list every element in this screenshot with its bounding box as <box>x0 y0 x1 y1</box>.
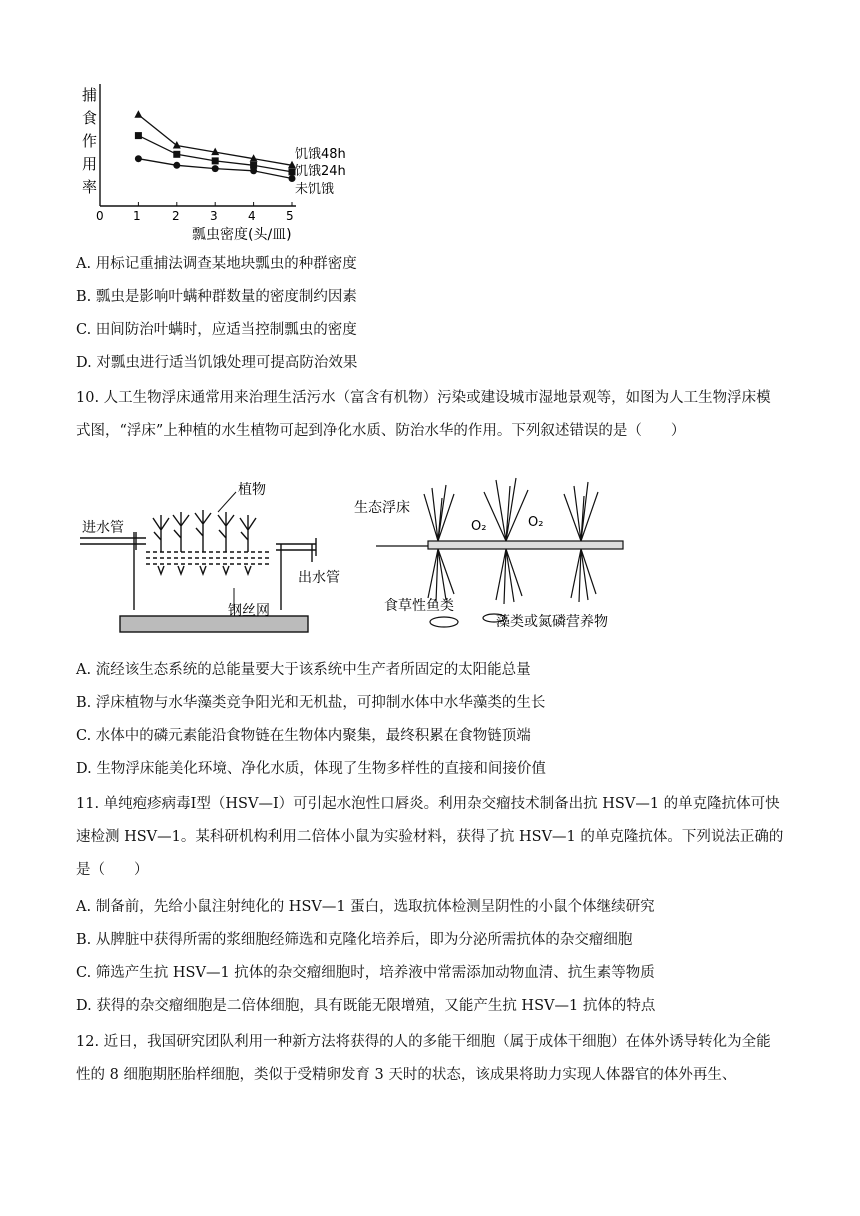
q10-option-c: C. 水体中的磷元素能沿食物链在生物体内聚集，最终积累在食物链顶端 <box>76 728 531 744</box>
q11-option-d: D. 获得的杂交瘤细胞是二倍体细胞，具有既能无限增殖，又能产生抗 HSV—1 抗体的特点 <box>76 998 656 1014</box>
q10-stem: 10. 人工生物浮床通常用来治理生活污水（富含有机物）污染或建设城市湿地景观等，如图为人工生物浮床模式图，“浮床”上种植的水生植物可起到净化水质、防治水华的作用。下列叙述错误的是（ ） <box>76 390 771 439</box>
y-label-char: 作 <box>82 132 98 150</box>
label-fish: 食草性鱼类 <box>384 598 454 614</box>
floating-bed-diagram <box>76 470 636 645</box>
q10-option-d: D. 生物浮床能美化环境、净化水质，体现了生物多样性的直接和间接价值 <box>76 761 546 777</box>
q9-option-d: D. 对瓢虫进行适当饥饿处理可提高防治效果 <box>76 355 358 371</box>
tank-base <box>120 616 308 632</box>
x-tick-label: 4 <box>248 209 256 223</box>
q9-option-a: A. 用标记重捕法调查某地块瓢虫的种群密度 <box>76 256 357 272</box>
y-label-char: 率 <box>82 178 98 196</box>
y-axis-label <box>82 86 97 196</box>
data-point <box>250 167 257 174</box>
y-label-char: 用 <box>82 155 98 173</box>
y-label-char: 捕 <box>82 86 98 104</box>
label-o2-right: O₂ <box>528 515 544 530</box>
q9-option-b: B. 瓢虫是影响叶螨种群数量的密度制约因素 <box>76 289 357 305</box>
data-point <box>212 165 219 172</box>
data-point <box>173 162 180 169</box>
label-mesh: 钢丝网 <box>228 603 270 619</box>
y-label-char: 食 <box>82 109 98 127</box>
data-point <box>135 155 142 162</box>
q12-stem: 12. 近日，我国研究团队利用一种新方法将获得的人的多能干细胞（属于成体干细胞）在体外诱导转化为全能性的 8 细胞期胚胎样细胞，类似于受精卵发育 3 天时的状态，该成果将助力实现人体器官的体外再生、 <box>76 1034 771 1083</box>
label-inlet: 进水管 <box>82 520 124 536</box>
data-point <box>173 141 181 149</box>
x-tick-label: 3 <box>210 209 218 223</box>
data-point <box>134 110 142 118</box>
label-float-bed: 生态浮床 <box>354 500 410 516</box>
series-label-48h: 饥饿48h <box>295 147 346 162</box>
predation-rate-chart <box>76 78 376 248</box>
label-o2-left: O₂ <box>471 519 487 534</box>
q9-option-c: C. 田间防治叶螨时，应适当控制瓢虫的密度 <box>76 322 357 338</box>
label-outlet: 出水管 <box>298 570 340 586</box>
series-label-unfed: 未饥饿 <box>295 182 335 197</box>
q10-option-b: B. 浮床植物与水华藻类竞争阳光和无机盐，可抑制水体中水华藻类的生长 <box>76 695 546 711</box>
data-point <box>212 157 219 164</box>
data-point <box>135 132 142 139</box>
data-point <box>173 151 180 158</box>
x-tick-label: 0 <box>96 209 104 223</box>
q11-option-a: A. 制备前，先给小鼠注射纯化的 HSV—1 蛋白，选取抗体检测呈阴性的小鼠个体继续研究 <box>76 899 655 915</box>
tank-schematic <box>80 492 316 610</box>
x-tick-label: 5 <box>286 209 294 223</box>
x-tick-label: 2 <box>172 209 180 223</box>
x-tick-label: 1 <box>133 209 141 223</box>
series-label-24h: 饥饿24h <box>295 164 346 179</box>
label-algae: 藻类或氮磷营养物 <box>496 614 608 630</box>
q11-option-c: C. 筛选产生抗 HSV—1 抗体的杂交瘤细胞时，培养液中常需添加动物血清、抗生素等物质 <box>76 965 655 981</box>
q11-option-b: B. 从脾脏中获得所需的浆细胞经筛选和克隆化培养后，即为分泌所需抗体的杂交瘤细胞 <box>76 932 633 948</box>
label-plant: 植物 <box>238 482 266 498</box>
q11-stem: 11. 单纯疱疹病毒Ⅰ型（HSV—Ⅰ）可引起水泡性口唇炎。利用杂交瘤技术制备出抗 HSV—1 的单克隆抗体可快速检测 HSV—1。某科研机构利用二倍体小鼠为实验材料，获得了抗 HSV—1 的单克隆抗体。下列说法正确的是（ ） <box>76 796 784 878</box>
q10-option-a: A. 流经该生态系统的总能量要大于该系统中生产者所固定的太阳能总量 <box>76 662 531 678</box>
x-axis-label: 瓢虫密度(头/皿) <box>192 227 292 243</box>
